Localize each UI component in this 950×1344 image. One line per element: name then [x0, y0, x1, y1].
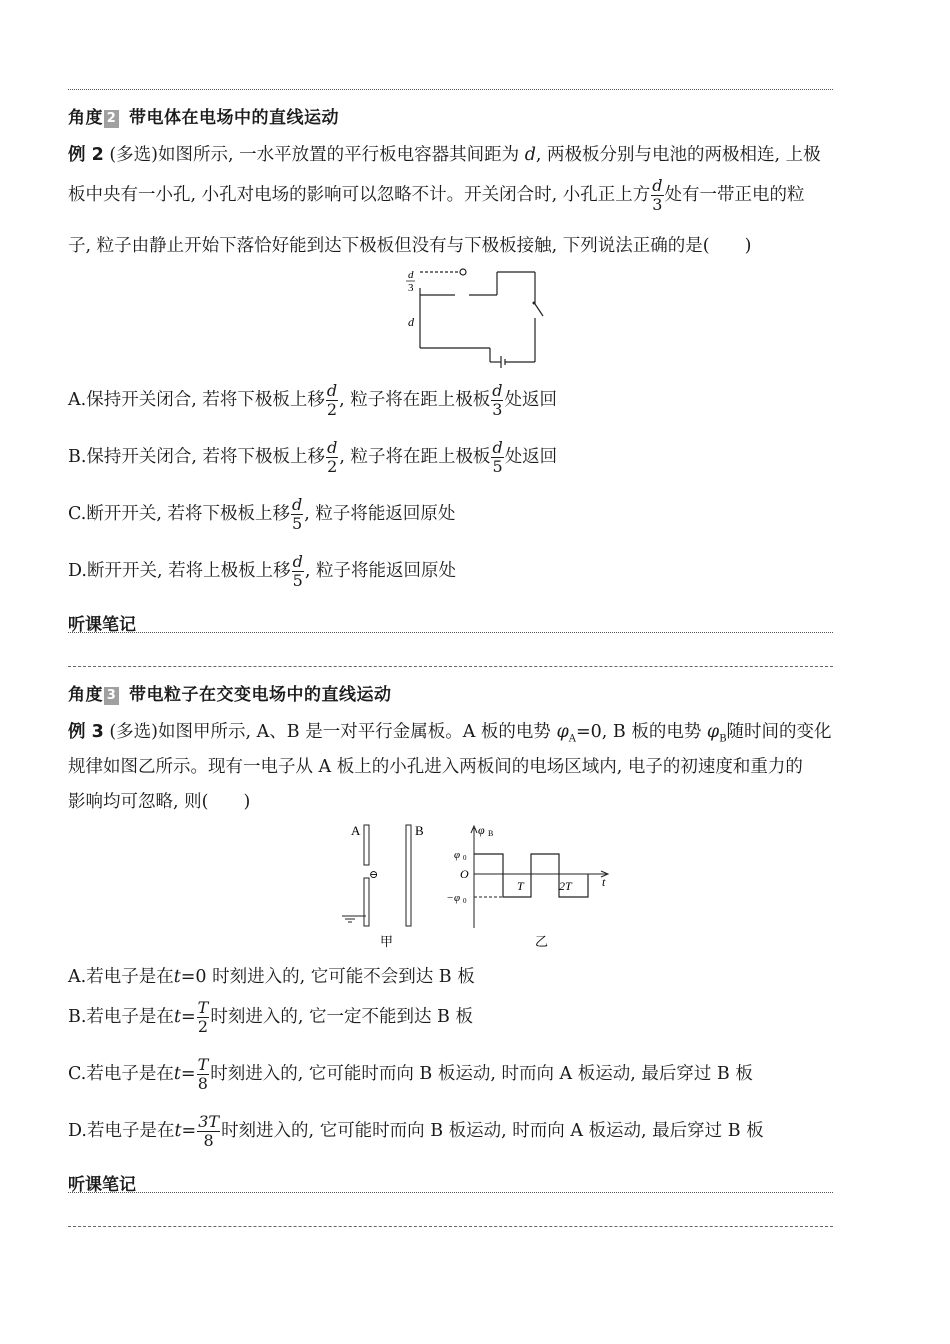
- option-d: D.断开开关, 若将上极板上移 $\frac{d}{5}$ , 粒子将能返回原处: [68, 552, 456, 590]
- figure-caption-yi: 乙: [535, 934, 549, 949]
- fraction: $\frac{T}{8}$: [197, 1055, 209, 1093]
- option-b: B.若电子是在t= $\frac{T}{2}$ 时刻进入的, 它一定不能到达 B 板: [68, 998, 473, 1036]
- svg-text:B: B: [415, 823, 424, 838]
- notes-underline: [68, 632, 833, 633]
- svg-text:2T: 2T: [559, 879, 572, 893]
- figure-caption-jia: 甲: [380, 934, 394, 949]
- plates-figure: [338, 820, 438, 950]
- fraction: $\frac{d}{2}$: [327, 438, 338, 476]
- switch: [535, 304, 543, 316]
- fraction: $\frac{d}{5}$: [291, 495, 303, 533]
- lecture-notes-label: 听课笔记: [68, 615, 136, 635]
- angle-number-badge: 3: [104, 687, 119, 705]
- electron-symbol: ⊖: [369, 869, 379, 881]
- example-2-line-2: 板中央有一小孔, 小孔对电场的影响可以忽略不计。开关闭合时, 小孔正上方 $\frac{d}{3}$ 处有一带正电的粒: [68, 176, 805, 214]
- section-title: 带电粒子在交变电场中的直线运动: [129, 685, 392, 705]
- option-c: C.若电子是在t= $\frac{T}{8}$ 时刻进入的, 它可能时而向 B 板运动, 时而向 A 板运动, 最后穿过 B 板: [68, 1055, 753, 1093]
- svg-text:T: T: [517, 879, 524, 893]
- option-a: A.保持开关闭合, 若将下极板上移 $\frac{d}{2}$ , 粒子将在距上极板 $\frac{d}{3}$ 处返回: [68, 381, 557, 419]
- fraction: $\frac{d}{5}$: [492, 438, 503, 476]
- bottom-divider: [68, 1226, 833, 1227]
- svg-text:O: O: [460, 867, 469, 881]
- option-c: C.断开开关, 若将下极板上移 $\frac{d}{5}$ , 粒子将能返回原处: [68, 495, 456, 533]
- fraction: $\frac{d}{3}$: [492, 381, 503, 419]
- fraction-d-over-3: $\frac{d}{3}$: [652, 176, 663, 214]
- svg-text:d: d: [408, 315, 414, 329]
- example-3-line-3: 影响均可忽略, 则( ): [68, 792, 251, 812]
- svg-text:A: A: [351, 823, 361, 838]
- plate-b: [406, 825, 411, 926]
- option-a: A.若电子是在t=0 时刻进入的, 它可能不会到达 B 板: [68, 967, 475, 987]
- svg-text:0: 0: [463, 897, 467, 905]
- svg-text:B: B: [488, 829, 494, 838]
- section-heading-angle-3: 角度 3 带电粒子在交变电场中的直线运动: [68, 685, 392, 705]
- particle: [460, 269, 466, 275]
- example-3-line-2: 规律如图乙所示。现有一电子从 A 板上的小孔进入两板间的电场区域内, 电子的初速度和重力的: [68, 757, 803, 777]
- option-d: D.若电子是在t= $\frac{3T}{8}$ 时刻进入的, 它可能时而向 B 板运动, 时而向 A 板运动, 最后穿过 B 板: [68, 1112, 764, 1150]
- example-2-line-3: 子, 粒子由静止开始下落恰好能到达下极板但没有与下极板接触, 下列说法正确的是( ): [68, 236, 752, 256]
- fraction: $\frac{3T}{8}$: [198, 1112, 220, 1150]
- option-b: B.保持开关闭合, 若将下极板上移 $\frac{d}{2}$ , 粒子将在距上极板 $\frac{d}{5}$ 处返回: [68, 438, 558, 476]
- svg-text:φ: φ: [454, 892, 461, 904]
- potential-graph: [442, 820, 612, 950]
- svg-text:−: −: [447, 892, 454, 904]
- angle-number-badge: 2: [104, 110, 119, 128]
- svg-text:t: t: [602, 875, 606, 889]
- svg-text:φ: φ: [454, 849, 461, 861]
- fraction: $\frac{d}{5}$: [292, 552, 303, 590]
- svg-text:0: 0: [463, 854, 467, 862]
- example-2-line-1: 例 2 (多选)如图所示, 一水平放置的平行板电容器其间距为 d, 两极板分别与电池的两极相连, 上极: [68, 145, 821, 165]
- notes-underline: [68, 1192, 833, 1193]
- lecture-notes-label: 听课笔记: [68, 1175, 136, 1195]
- svg-text:φ: φ: [478, 823, 485, 837]
- fraction: $\frac{T}{2}$: [197, 998, 209, 1036]
- capacitor-circuit-figure: [405, 266, 545, 366]
- svg-text:d: d: [408, 269, 414, 281]
- section-heading-angle-2: 角度 2 带电体在电场中的直线运动: [68, 108, 339, 128]
- section-title: 带电体在电场中的直线运动: [129, 108, 339, 128]
- plate-a-lower: [364, 878, 369, 926]
- section-divider: [68, 666, 833, 667]
- svg-text:3: 3: [408, 282, 414, 294]
- example-3-line-1: 例 3 (多选)如图甲所示, A、B 是一对平行金属板。A 板的电势 $\varphi_A=0$, B 板的电势 $\varphi_B$随时间的变化: [68, 722, 832, 745]
- top-divider: [68, 89, 833, 90]
- plate-a-upper: [364, 825, 369, 865]
- fraction: $\frac{d}{2}$: [326, 381, 338, 419]
